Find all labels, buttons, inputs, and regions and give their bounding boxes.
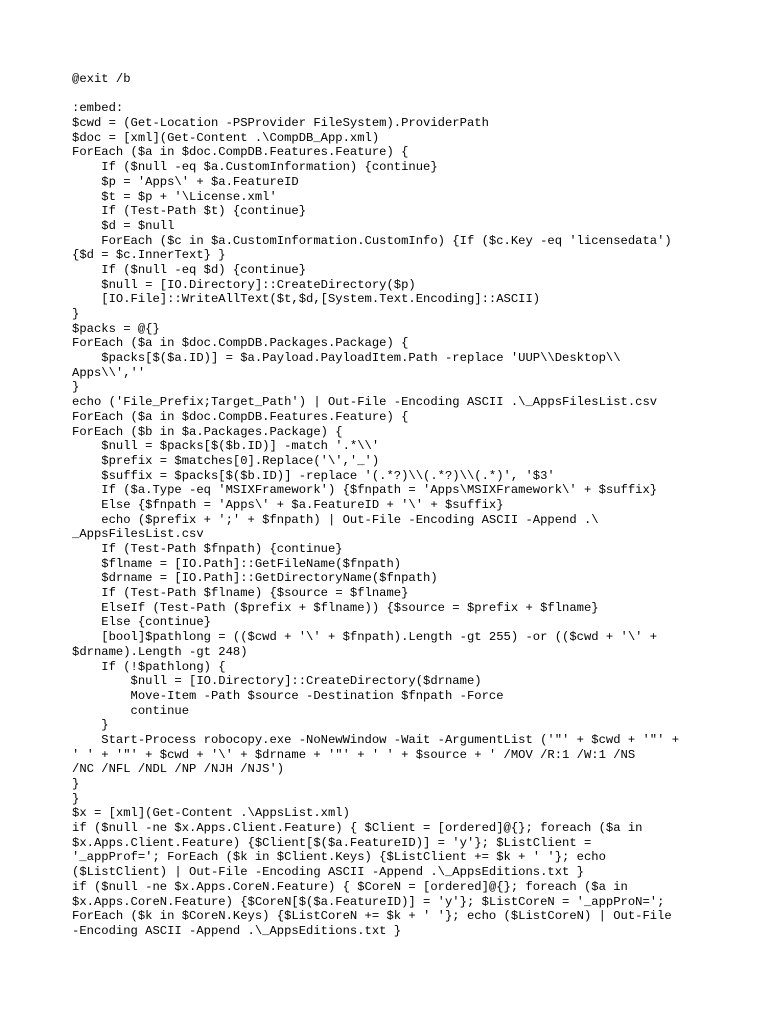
code-line: If (Test-Path $flname) {$source = $flname} <box>72 586 409 601</box>
code-line: $null = [IO.Directory]::CreateDirectory($p) <box>72 277 416 292</box>
code-line: $drname = [IO.Path]::GetDirectoryName($fnpath) <box>72 571 438 586</box>
code-line: ForEach ($a in $doc.CompDB.Features.Feature) { <box>72 409 409 424</box>
code-line: } <box>72 380 80 395</box>
code-line: If (Test-Path $t) {continue} <box>72 204 307 219</box>
code-line: } <box>72 307 80 321</box>
code-line <box>72 87 712 102</box>
code-line: ForEach ($k in $CoreN.Keys) {$ListCoreN += $k + ' '}; echo ($ListCoreN) | Out-File <box>72 909 672 924</box>
code-line: ForEach ($b in $a.Packages.Package) { <box>72 424 343 439</box>
code-line: :embed: <box>72 101 124 116</box>
code-line: Start-Process robocopy.exe -NoNewWindow -Wait -ArgumentList ('"' + $cwd + '"' + <box>72 732 680 747</box>
code-line: $packs = @{} <box>72 321 160 336</box>
code-line: } <box>72 791 80 806</box>
code-line: } <box>72 777 80 791</box>
code-line: echo ('File_Prefix;Target_Path') | Out-File -Encoding ASCII .\_AppsFilesList.csv <box>72 395 658 410</box>
code-line: ElseIf (Test-Path ($prefix + $flname)) {$source = $prefix + $flname} <box>72 600 599 615</box>
code-line: $flname = [IO.Path]::GetFileName($fnpath) <box>72 556 402 571</box>
code-line: $doc = [xml](Get-Content .\CompDB_App.xml) <box>72 130 380 145</box>
code-line: If ($null -eq $a.CustomInformation) {continue} <box>72 160 438 175</box>
code-line: Move-Item -Path $source -Destination $fnpath -Force <box>72 688 504 703</box>
code-line: @exit /b <box>72 72 131 86</box>
code-line: echo ($prefix + ';' + $fnpath) | Out-File -Encoding ASCII -Append .\ <box>72 512 599 527</box>
code-line: $packs[$($a.ID)] = $a.Payload.PayloadItem.Path -replace 'UUP\\Desktop\\ <box>72 351 621 366</box>
code-line: ' ' + '"' + $cwd + '\' + $drname + '"' + ' ' + $source + ' /MOV /R:1 /W:1 /NS <box>72 747 636 762</box>
code-line: $x.Apps.CoreN.Feature) {$CoreN[$($a.FeatureID)] = 'y'}; $ListCoreN = '_appProN='; <box>72 894 665 909</box>
code-line: If (!$pathlong) { <box>72 659 226 674</box>
code-line: $x = [xml](Get-Content .\AppsList.xml) <box>72 806 350 821</box>
code-line: ForEach ($c in $a.CustomInformation.CustomInfo) {If ($c.Key -eq 'licensedata') <box>72 233 672 248</box>
code-line: if ($null -ne $x.Apps.CoreN.Feature) { $CoreN = [ordered]@{}; foreach ($a in <box>72 879 628 894</box>
code-line: continue <box>72 703 190 718</box>
code-line: ForEach ($a in $doc.CompDB.Features.Feature) { <box>72 145 409 160</box>
code-line: ($ListClient) | Out-File -Encoding ASCII -Append .\_AppsEditions.txt } <box>72 865 584 880</box>
code-line: If ($null -eq $d) {continue} <box>72 262 307 277</box>
code-line: If (Test-Path $fnpath) {continue} <box>72 542 343 556</box>
code-line: $d = $null <box>72 218 175 233</box>
code-line: Else {continue} <box>72 615 211 630</box>
code-line: $t = $p + '\License.xml' <box>72 189 277 204</box>
code-line: ForEach ($a in $doc.CompDB.Packages.Package) { <box>72 336 409 351</box>
code-line: '_appProf='; ForEach ($k in $Client.Keys) {$ListClient += $k + ' '}; echo <box>72 850 606 865</box>
code-line: {$d = $c.InnerText} } <box>72 248 226 263</box>
code-line: $cwd = (Get-Location -PSProvider FileSystem).ProviderPath <box>72 116 489 131</box>
code-line: _AppsFilesList.csv <box>72 527 204 542</box>
code-line: Apps\\','' <box>72 365 146 380</box>
code-line: } <box>72 718 109 733</box>
code-line: $drname).Length -gt 248) <box>72 644 248 659</box>
code-document <box>72 72 712 939</box>
code-line: /NC /NFL /NDL /NP /NJH /NJS') <box>72 762 285 777</box>
code-line: $prefix = $matches[0].Replace('\','_') <box>72 453 380 468</box>
code-line: If ($a.Type -eq 'MSIXFramework') {$fnpath = 'Apps\MSIXFramework\' + $suffix} <box>72 483 658 498</box>
code-line: $x.Apps.Client.Feature) {$Client[$($a.FeatureID)] = 'y'}; $ListClient = <box>72 835 592 850</box>
code-line: [IO.File]::WriteAllText($t,$d,[System.Text.Encoding]::ASCII) <box>72 292 541 307</box>
code-line: $suffix = $packs[$($b.ID)] -replace '(.*?)\\(.*?)\\(.*)', '$3' <box>72 468 555 483</box>
code-line: [bool]$pathlong = (($cwd + '\' + $fnpath).Length -gt 255) -or (($cwd + '\' + <box>72 630 658 645</box>
code-line: -Encoding ASCII -Append .\_AppsEditions.txt } <box>72 923 402 938</box>
code-line: Else {$fnpath = 'Apps\' + $a.FeatureID + '\' + $suffix} <box>72 497 504 512</box>
code-line: if ($null -ne $x.Apps.Client.Feature) { $Client = [ordered]@{}; foreach ($a in <box>72 821 643 836</box>
code-line: $null = $packs[$($b.ID)] -match '.*\\' <box>72 439 380 454</box>
code-line: $null = [IO.Directory]::CreateDirectory($drname) <box>72 674 482 689</box>
code-line: $p = 'Apps\' + $a.FeatureID <box>72 174 299 189</box>
